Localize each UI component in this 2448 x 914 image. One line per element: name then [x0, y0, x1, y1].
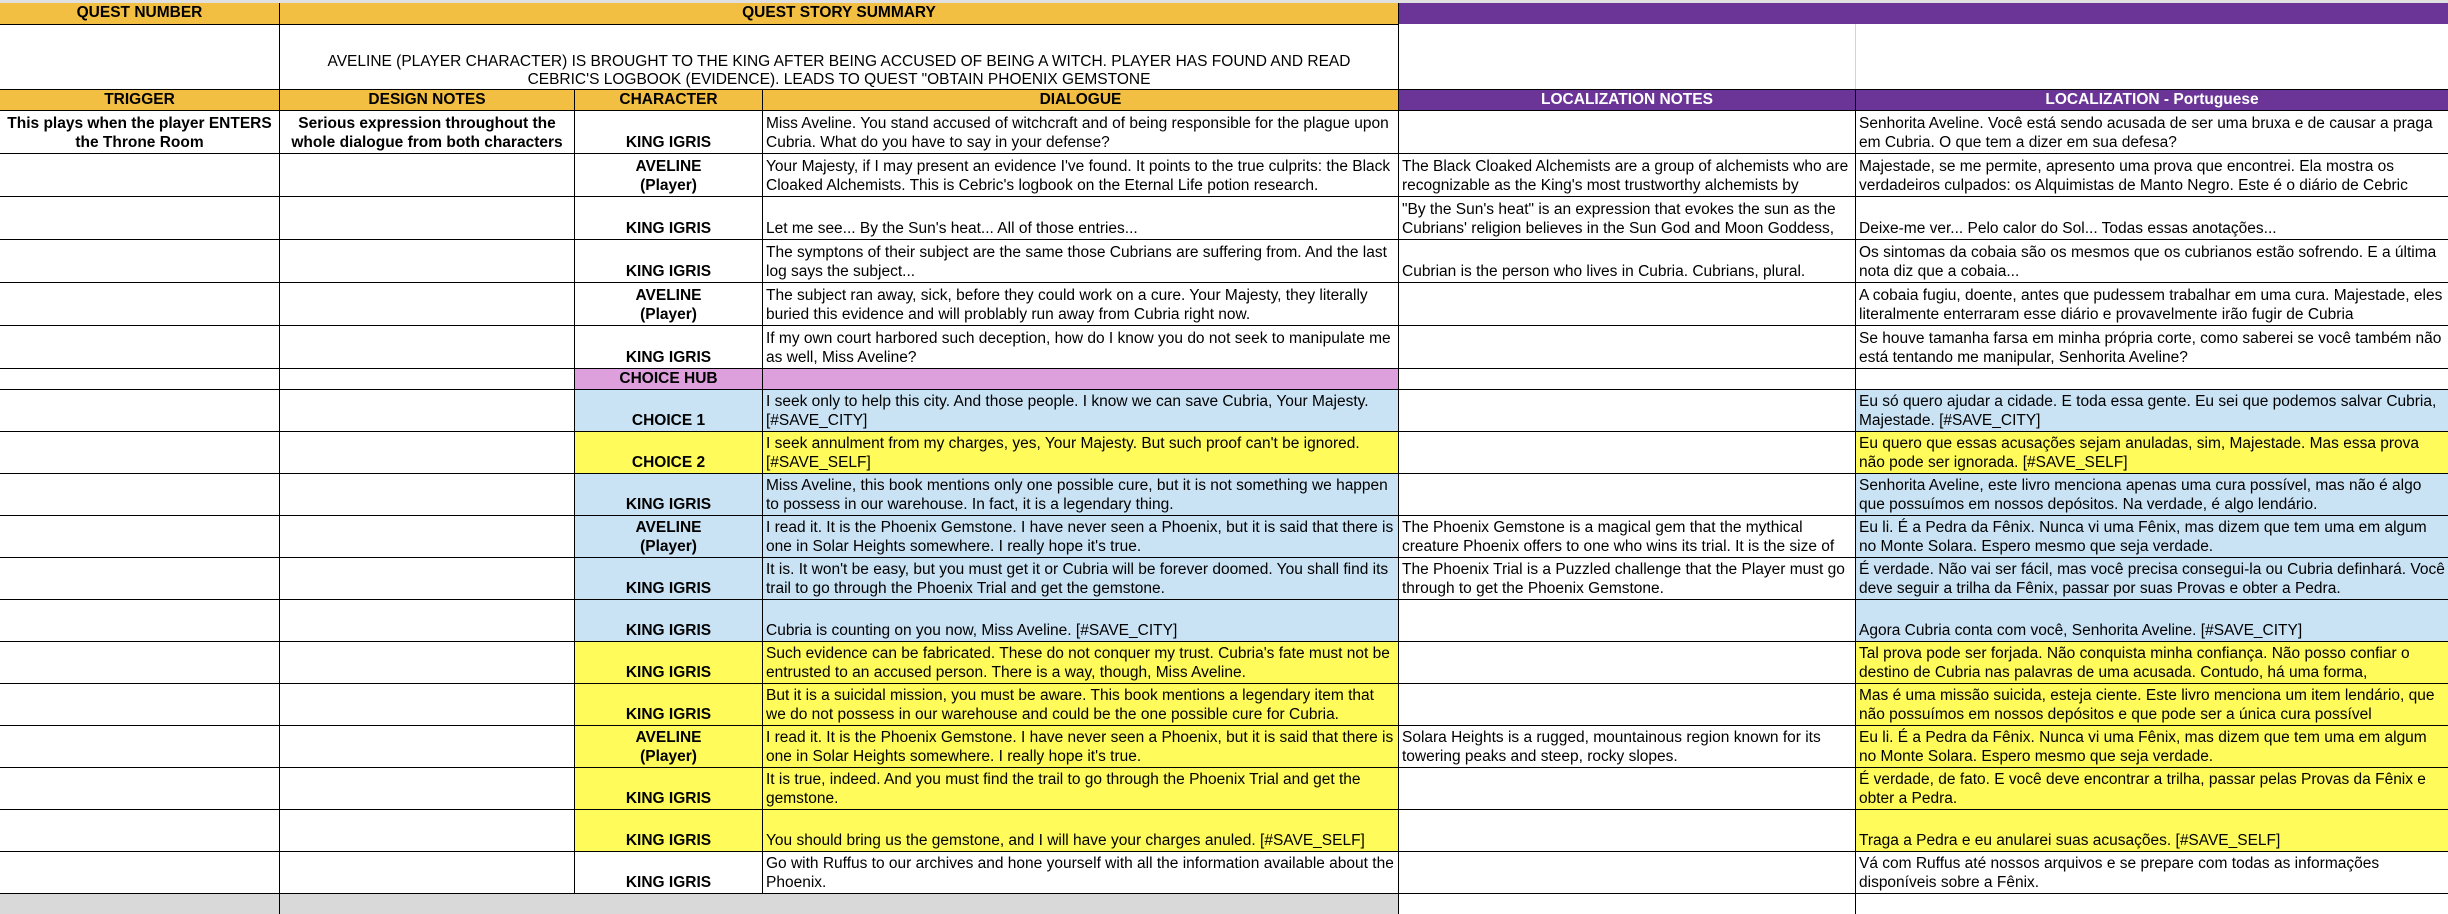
localization-notes-text: The Phoenix Gemstone is a magical gem that the mythical creature Phoenix offers to one who wins its trial. It is the size of — [1402, 519, 1835, 555]
design-notes-cell[interactable] — [279, 473, 574, 515]
design-notes-cell[interactable] — [279, 431, 574, 473]
character-text: KING IGRIS — [625, 580, 712, 597]
localization-pt-cell[interactable] — [1855, 325, 2448, 368]
dialogue-text: But it is a suicidal mission, you must be aware. This book mentions a legendary item that we do not possess in our warehouse and could be the one possible cure for Cubria. — [766, 687, 1374, 723]
dialogue-cell[interactable] — [762, 599, 1398, 641]
design-notes-cell[interactable] — [279, 599, 574, 641]
col-header-localization-notes[interactable] — [1398, 89, 1855, 111]
dialogue-text: It is true, indeed. And you must find the trail to go through the Phoenix Trial and get the gemstone. — [766, 771, 1361, 807]
localization-notes-cell[interactable] — [1398, 389, 1855, 431]
dialogue-cell[interactable] — [762, 153, 1398, 196]
character-text: AVELINE (Player) — [635, 158, 702, 194]
trigger-cell[interactable] — [0, 767, 279, 809]
localization-notes-cell[interactable] — [1398, 196, 1855, 239]
character-cell[interactable] — [574, 515, 762, 557]
design-notes-cell[interactable] — [279, 110, 574, 153]
design-notes-cell[interactable] — [279, 325, 574, 368]
localization-pt-text: Eu li. É a Pedra da Fênix. Nunca vi uma Fênix, mas dizem que tem uma em algum no Monte Solara. Espero mesmo que seja verdade. — [1859, 729, 2427, 765]
localization-pt-cell[interactable] — [1855, 767, 2448, 809]
localization-pt-text: Senhorita Aveline. Você está sendo acusada de ser uma bruxa e de causar a praga em Cubria. O que tem a dizer em sua defesa? — [1859, 115, 2433, 151]
trigger-cell[interactable] — [0, 239, 279, 282]
trigger-cell[interactable] — [0, 641, 279, 683]
character-cell[interactable] — [574, 725, 762, 767]
localization-notes-cell[interactable] — [1398, 767, 1855, 809]
character-text: AVELINE (Player) — [635, 287, 702, 323]
design-notes-cell[interactable] — [279, 282, 574, 325]
dialogue-text: You should bring us the gemstone, and I will have your charges anuled. [#SAVE_SELF] — [766, 832, 1365, 849]
localization-pt-cell[interactable] — [1855, 515, 2448, 557]
dialogue-cell[interactable] — [762, 557, 1398, 599]
character-cell[interactable] — [574, 557, 762, 599]
character-cell[interactable] — [574, 389, 762, 431]
empty-row-merged[interactable] — [279, 893, 1398, 914]
character-text: KING IGRIS — [625, 263, 712, 280]
dialogue-cell[interactable] — [762, 325, 1398, 368]
design-notes-cell[interactable] — [279, 809, 574, 851]
dialogue-text: Such evidence can be fabricated. These do not conquer my trust. Cubria's fate must not be entrusted to an accused person. There is a way, though, Miss Aveline. — [766, 645, 1390, 681]
dialogue-text: Miss Aveline, this book mentions only one possible cure, but it is not something we happen to possess in our warehouse. In fact, it is a legendary thing. — [766, 477, 1388, 513]
trigger-cell[interactable] — [0, 325, 279, 368]
col-header-design-notes[interactable] — [279, 89, 574, 111]
localization-pt-cell[interactable] — [1855, 153, 2448, 196]
localization-pt-text: Tal prova pode ser forjada. Não conquista minha confiança. Não posso confiar o destino de Cubria nas palavras de uma acusada. Contudo, há uma forma, — [1859, 645, 2410, 681]
dialogue-cell[interactable] — [762, 110, 1398, 153]
character-cell[interactable] — [574, 851, 762, 893]
localization-pt-cell[interactable] — [1855, 368, 2448, 389]
design-notes-cell[interactable] — [279, 368, 574, 389]
dialogue-text: The subject ran away, sick, before they could work on a cure. Your Majesty, they literally buried this evidence and will problably run away from Cubria right now. — [766, 287, 1368, 323]
localization-pt-cell[interactable] — [1855, 599, 2448, 641]
localization-notes-cell[interactable] — [1398, 725, 1855, 767]
dialogue-cell[interactable] — [762, 368, 1398, 389]
localization-pt-cell[interactable] — [1855, 809, 2448, 851]
dialogue-text: Go with Ruffus to our archives and hone yourself with all the information available about the Phoenix. — [766, 855, 1394, 891]
localization-notes-cell[interactable] — [1398, 641, 1855, 683]
localization-pt-text: Traga a Pedra e eu anularei suas acusações. [#SAVE_SELF] — [1859, 832, 2281, 849]
empty-row-trigger[interactable] — [0, 893, 279, 914]
character-cell[interactable] — [574, 431, 762, 473]
character-text: CHOICE HUB — [619, 370, 718, 387]
character-text: KING IGRIS — [625, 706, 712, 723]
character-cell[interactable] — [574, 153, 762, 196]
trigger-cell[interactable] — [0, 153, 279, 196]
dialogue-text: I seek annulment from my charges, yes, Your Majesty. But such proof can't be ignored. [#SAVE_SELF] — [766, 435, 1360, 471]
character-cell[interactable] — [574, 767, 762, 809]
localization-notes-cell[interactable] — [1398, 325, 1855, 368]
character-text: KING IGRIS — [625, 790, 712, 807]
design-notes-text: Serious expression throughout the whole dialogue from both characters — [291, 115, 563, 151]
localization-notes-text: The Black Cloaked Alchemists are a group of alchemists who are recognizable as the King's most trustworthy alchemists by — [1402, 158, 1849, 194]
localization-pt-cell[interactable] — [1855, 239, 2448, 282]
trigger-cell[interactable] — [0, 110, 279, 153]
localization-notes-text: Cubrian is the person who lives in Cubria. Cubrians, plural. — [1402, 263, 1806, 280]
design-notes-cell[interactable] — [279, 851, 574, 893]
trigger-cell[interactable] — [0, 851, 279, 893]
empty-row-pt[interactable] — [1855, 893, 2448, 914]
character-text: KING IGRIS — [625, 664, 712, 681]
trigger-cell[interactable] — [0, 368, 279, 389]
localization-pt-text: Os sintomas da cobaia são os mesmos que os cubrianos estão sofrendo. E a última nota diz que a cobaia... — [1859, 244, 2437, 280]
dialogue-cell[interactable] — [762, 515, 1398, 557]
localization-notes-cell[interactable] — [1398, 431, 1855, 473]
col-header-character-label: CHARACTER — [619, 91, 718, 108]
dialogue-text: It is. It won't be easy, but you must get it or Cubria will be forever doomed. You shall find its trail to go through the Phoenix Trial and get the gemstone. — [766, 561, 1389, 597]
character-text: KING IGRIS — [625, 134, 712, 151]
localization-notes-cell[interactable] — [1398, 599, 1855, 641]
design-notes-cell[interactable] — [279, 641, 574, 683]
character-text: KING IGRIS — [625, 349, 712, 366]
localization-notes-text: "By the Sun's heat" is an expression that evokes the sun as the Cubrians' religion believes in the Sun God and Moon Goddess, — [1402, 201, 1836, 237]
localization-notes-cell[interactable] — [1398, 153, 1855, 196]
character-cell[interactable] — [574, 196, 762, 239]
quest-story-summary-label: QUEST STORY SUMMARY — [742, 4, 936, 21]
character-text: CHOICE 2 — [631, 454, 706, 471]
dialogue-cell[interactable] — [762, 431, 1398, 473]
col-header-trigger-label: TRIGGER — [104, 91, 175, 108]
design-notes-cell[interactable] — [279, 196, 574, 239]
dialogue-cell[interactable] — [762, 641, 1398, 683]
localization-pt-text: Majestade, se me permite, apresento uma prova que encontrei. Ela mostra os verdadeiros culpados: os Alquimistas de Manto Negro. Este é o diário de Cebric — [1859, 158, 2408, 194]
character-cell[interactable] — [574, 809, 762, 851]
character-text: AVELINE (Player) — [635, 729, 702, 765]
localization-pt-text: Eu li. É a Pedra da Fênix. Nunca vi uma Fênix, mas dizem que tem uma em algum no Monte Solara. Espero mesmo que seja verdade. — [1859, 519, 2427, 555]
trigger-cell[interactable] — [0, 473, 279, 515]
dialogue-text: The symptons of their subject are the same those Cubrians are suffering from. And the last log says the subject... — [766, 244, 1387, 280]
localization-pt-cell[interactable] — [1855, 431, 2448, 473]
localization-notes-cell[interactable] — [1398, 282, 1855, 325]
dialogue-cell[interactable] — [762, 239, 1398, 282]
design-notes-cell[interactable] — [279, 389, 574, 431]
col-header-dialogue-label: DIALOGUE — [1039, 91, 1122, 108]
localization-pt-text: Eu só quero ajudar a cidade. E toda essa gente. Eu sei que podemos salvar Cubria, Majestade. [#SAVE_CITY] — [1859, 393, 2437, 429]
dialogue-text: I seek only to help this city. And those people. I know we can save Cubria, Your Majesty. [#SAVE_CITY] — [766, 393, 1369, 429]
trigger-cell[interactable] — [0, 282, 279, 325]
localization-pt-text: A cobaia fugiu, doente, antes que pudessem trabalhar em uma cura. Majestade, eles literalmente enterraram esse diário e provavelmente irão fugir de Cubria — [1859, 287, 2443, 323]
quest-story-summary-header[interactable] — [279, 3, 1398, 24]
localization-pt-cell[interactable] — [1855, 683, 2448, 725]
dialogue-text: Miss Aveline. You stand accused of witchcraft and of being responsible for the plague upon Cubria. What do you have to say in your defense? — [766, 115, 1389, 151]
quest-number-cell[interactable] — [0, 24, 279, 90]
dialogue-text: Your Majesty, if I may present an evidence I've found. It points to the true culprits: the Black Cloaked Alchemists. This is Cebric's logbook on the Eternal Life potion research. — [766, 158, 1391, 194]
character-cell[interactable] — [574, 325, 762, 368]
col-header-localization-notes-label: LOCALIZATION NOTES — [1541, 91, 1713, 108]
design-notes-cell[interactable] — [279, 153, 574, 196]
dialogue-cell[interactable] — [762, 767, 1398, 809]
trigger-cell[interactable] — [0, 557, 279, 599]
localization-notes-cell[interactable] — [1398, 515, 1855, 557]
dialogue-text: Cubria is counting on you now, Miss Aveline. [#SAVE_CITY] — [766, 622, 1178, 639]
col-header-localization-pt[interactable] — [1855, 89, 2448, 111]
character-text: KING IGRIS — [625, 622, 712, 639]
trigger-cell[interactable] — [0, 389, 279, 431]
design-notes-cell[interactable] — [279, 515, 574, 557]
trigger-text: This plays when the player ENTERS the Throne Room — [7, 115, 272, 151]
localization-notes-cell[interactable] — [1398, 809, 1855, 851]
trigger-cell[interactable] — [0, 431, 279, 473]
character-cell[interactable] — [574, 473, 762, 515]
dialogue-cell[interactable] — [762, 282, 1398, 325]
dialogue-text: Let me see... By the Sun's heat... All of those entries... — [766, 220, 1138, 237]
summary-blank-cell-f[interactable] — [1855, 24, 2448, 90]
localization-pt-text: Deixe-me ver... Pelo calor do Sol... Todas essas anotações... — [1859, 220, 2277, 237]
col-header-trigger[interactable] — [0, 89, 279, 111]
localization-pt-text: Eu quero que essas acusações sejam anuladas, sim, Majestade. Mas essa prova não pode ser ignorada. [#SAVE_SELF] — [1859, 435, 2420, 471]
dialogue-text: If my own court harbored such deception, how do I know you do not seek to manipulate me as well, Miss Aveline? — [766, 330, 1391, 366]
dialogue-cell[interactable] — [762, 473, 1398, 515]
localization-notes-cell[interactable] — [1398, 368, 1855, 389]
localization-notes-cell[interactable] — [1398, 473, 1855, 515]
dialogue-cell[interactable] — [762, 683, 1398, 725]
empty-row-notes[interactable] — [1398, 893, 1855, 914]
localization-pt-cell[interactable] — [1855, 557, 2448, 599]
localization-pt-cell[interactable] — [1855, 196, 2448, 239]
character-text: KING IGRIS — [625, 496, 712, 513]
trigger-cell[interactable] — [0, 599, 279, 641]
quest-number-label: QUEST NUMBER — [76, 4, 203, 21]
design-notes-cell[interactable] — [279, 557, 574, 599]
character-cell[interactable] — [574, 599, 762, 641]
design-notes-cell[interactable] — [279, 683, 574, 725]
localization-pt-text: Mas é uma missão suicida, esteja ciente. Este livro menciona um item lendário, que não possuímos em nossos depósitos e que pode ser a única cura possível — [1859, 687, 2435, 723]
localization-pt-text: É verdade. Não vai ser fácil, mas você precisa consegui-la ou Cubria definhará. Você deve seguir a trilha da Fênix, passar por suas Provas e obter a Pedra. — [1859, 561, 2445, 597]
dialogue-cell[interactable] — [762, 389, 1398, 431]
trigger-cell[interactable] — [0, 809, 279, 851]
localization-pt-cell[interactable] — [1855, 389, 2448, 431]
dialogue-text: I read it. It is the Phoenix Gemstone. I have never seen a Phoenix, but it is said that there is one in Solar Heights somewhere. I really hope it's true. — [766, 519, 1394, 555]
trigger-cell[interactable] — [0, 725, 279, 767]
dialogue-cell[interactable] — [762, 725, 1398, 767]
localization-pt-text: Agora Cubria conta com você, Senhorita Aveline. [#SAVE_CITY] — [1859, 622, 2303, 639]
localization-notes-cell[interactable] — [1398, 557, 1855, 599]
character-text: KING IGRIS — [625, 874, 712, 891]
localization-pt-text: Se houve tamanha farsa em minha própria corte, como saberei se você também não está tentando me manipular, Senhorita Aveline? — [1859, 330, 2442, 366]
localization-pt-cell[interactable] — [1855, 725, 2448, 767]
character-cell[interactable] — [574, 368, 762, 389]
localization-notes-cell[interactable] — [1398, 851, 1855, 893]
localization-notes-cell[interactable] — [1398, 239, 1855, 282]
quest-summary-text: AVELINE (PLAYER CHARACTER) IS BROUGHT TO THE KING AFTER BEING ACCUSED OF BEING A WITCH. PLAYER HAS FOUND AND READ CEBRIC'S LOGBOOK (EVIDENCE). LEADS TO QUEST "OBTAIN PHOENIX GEMSTONE — [327, 53, 1351, 88]
character-cell[interactable] — [574, 282, 762, 325]
localization-pt-text: Senhorita Aveline, este livro menciona apenas uma cura possível, mas não é algo que possuímos em nossos depósitos. Na verdade, é algo lendário. — [1859, 477, 2422, 513]
character-text: KING IGRIS — [625, 832, 712, 849]
localization-pt-cell[interactable] — [1855, 110, 2448, 153]
character-cell[interactable] — [574, 683, 762, 725]
design-notes-cell[interactable] — [279, 767, 574, 809]
localization-notes-text: The Phoenix Trial is a Puzzled challenge that the Player must go through to get the Phoenix Gemstone. — [1402, 561, 1845, 597]
character-cell[interactable] — [574, 110, 762, 153]
dialogue-cell[interactable] — [762, 851, 1398, 893]
character-cell[interactable] — [574, 641, 762, 683]
localization-pt-text: É verdade, de fato. E você deve encontrar a trilha, passar pelas Provas da Fênix e obter a Pedra. — [1859, 771, 2426, 807]
character-text: KING IGRIS — [625, 220, 712, 237]
col-header-dialogue[interactable] — [762, 89, 1398, 111]
localization-notes-cell[interactable] — [1398, 683, 1855, 725]
trigger-cell[interactable] — [0, 515, 279, 557]
col-header-character[interactable] — [574, 89, 762, 111]
quest-number-header[interactable] — [0, 3, 279, 24]
localization-pt-cell[interactable] — [1855, 473, 2448, 515]
col-header-localization-pt-label: LOCALIZATION - Portuguese — [2045, 91, 2259, 108]
dialogue-cell[interactable] — [762, 196, 1398, 239]
localization-pt-cell[interactable] — [1855, 282, 2448, 325]
design-notes-cell[interactable] — [279, 725, 574, 767]
design-notes-cell[interactable] — [279, 239, 574, 282]
trigger-cell[interactable] — [0, 196, 279, 239]
summary-blank-cell-e[interactable] — [1398, 24, 1855, 90]
purple-header-band[interactable] — [1398, 3, 2448, 24]
localization-notes-text: Solara Heights is a rugged, mountainous region known for its towering peaks and steep, rocky slopes. — [1402, 729, 1821, 765]
localization-pt-cell[interactable] — [1855, 641, 2448, 683]
col-header-design-notes-label: DESIGN NOTES — [368, 91, 486, 108]
localization-notes-cell[interactable] — [1398, 110, 1855, 153]
character-cell[interactable] — [574, 239, 762, 282]
dialogue-cell[interactable] — [762, 809, 1398, 851]
quest-summary-cell[interactable] — [279, 24, 1398, 90]
dialogue-text: I read it. It is the Phoenix Gemstone. I have never seen a Phoenix, but it is said that there is one in Solar Heights somewhere. I really hope it's true. — [766, 729, 1394, 765]
character-text: AVELINE (Player) — [635, 519, 702, 555]
localization-pt-text: Vá com Ruffus até nossos arquivos e se prepare com todas as informações disponíveis sobre a Fênix. — [1859, 855, 2380, 891]
trigger-cell[interactable] — [0, 683, 279, 725]
localization-pt-cell[interactable] — [1855, 851, 2448, 893]
character-text: CHOICE 1 — [631, 412, 706, 429]
